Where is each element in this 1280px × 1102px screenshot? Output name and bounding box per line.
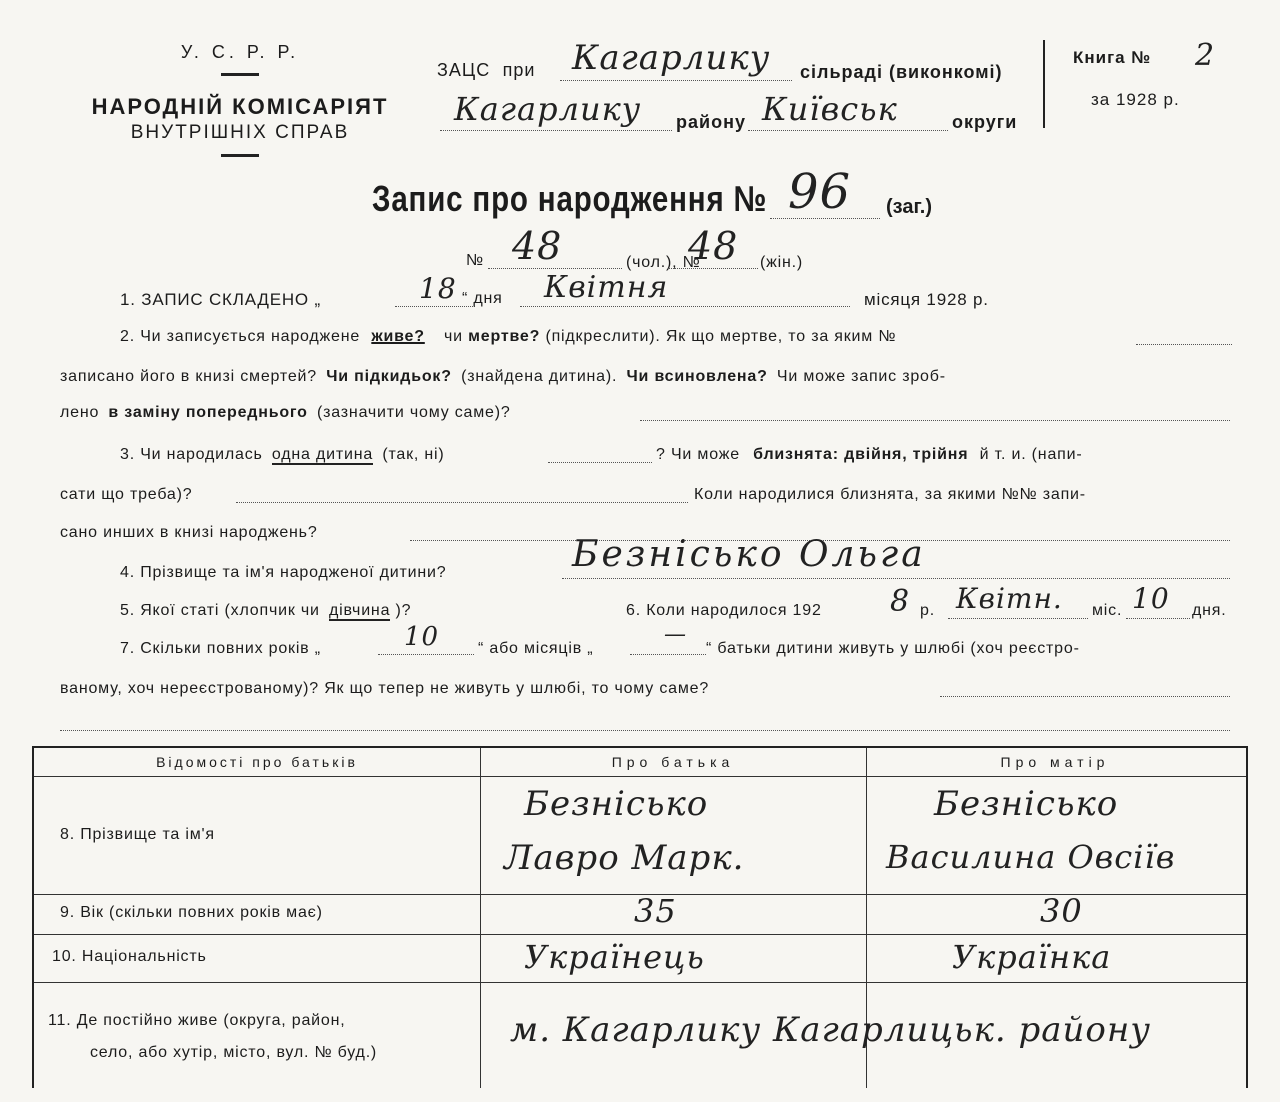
q7-text-tail: “ батьки дитини живуть у шлюбі (хоч реєстро- (706, 640, 1080, 657)
q2-line3 (60, 404, 511, 422)
mother-surname: Безнісько (934, 784, 1119, 824)
parents-table (32, 746, 1248, 1088)
okrug-label: округи (952, 112, 1018, 132)
q3-text: (так, ні) (382, 446, 445, 463)
female-number-field (668, 224, 758, 269)
q3-text: й т. и. (напи- (979, 446, 1083, 463)
q2-line2 (60, 368, 946, 386)
q7-years: 10 (404, 622, 440, 652)
q1-day-label: “ дня (462, 290, 503, 307)
row-nationality-label: 10. Національність (52, 948, 207, 965)
q2-text-tail: (підкреслити). Як що мертве, то за яким № (545, 328, 897, 345)
q7-months-label: “ або місяців „ (478, 640, 594, 657)
q5-line (120, 602, 411, 620)
female-number: 48 (688, 224, 739, 268)
q2-or: чи (444, 328, 463, 345)
q7-months: — (664, 622, 687, 647)
mother-nationality: Українка (952, 938, 1112, 976)
father-age: 35 (634, 892, 677, 930)
q1-month-field (520, 270, 850, 307)
q5-text: )? (395, 602, 412, 619)
row-age-label: 9. Вік (скільки повних років має) (60, 904, 323, 921)
q6-day-label: дня. (1192, 602, 1227, 619)
issuer-block (60, 42, 420, 157)
q5-girl: дівчина (328, 602, 391, 619)
q2-text: (знайдена дитина). (461, 368, 618, 385)
row-divider (34, 934, 1246, 935)
father-nationality: Українець (524, 938, 705, 976)
no-label: № (466, 252, 484, 269)
republic-label: У. С. Р. Р. (180, 42, 300, 62)
q2-reason-field (640, 420, 1230, 421)
q6-label: 6. Коли народилося 192 (626, 602, 822, 619)
q2-text: записано його в книзі смертей? (60, 368, 317, 385)
q5-text: 5. Якої статі (хлопчик чи (120, 602, 320, 619)
q2-alive: живе? (371, 328, 425, 345)
q6-year-digit: 8 (890, 584, 911, 619)
zags-at: при (502, 60, 536, 80)
q1-tail: місяця 1928 р. (864, 290, 989, 309)
district-field (440, 90, 672, 131)
male-number: 48 (512, 224, 563, 268)
residence-value: м. Кагарлику Кагарлицьк. району (510, 1010, 1152, 1050)
q3-line2: сати що треба)? (60, 486, 193, 503)
q6-year-label: р. (920, 602, 935, 619)
q3-line3: сано инших в книзі народжень? (60, 524, 318, 541)
father-given-name: Лавро Марк. (504, 838, 745, 878)
column-divider (480, 748, 481, 1088)
record-number-field (770, 164, 880, 220)
q3-line2-tail: Коли народилися близнята, за якими №№ запи- (694, 486, 1086, 503)
q1-month: Квітня (544, 270, 669, 305)
book-box (1043, 40, 1245, 128)
q6-month-field (948, 582, 1088, 619)
q2-text: Чи може запис зроб- (776, 368, 946, 385)
male-label: (чол.), № (626, 254, 701, 271)
q2-text: лено (60, 404, 100, 421)
q4-name-field (562, 534, 1230, 579)
zags-prefix: ЗАЦС (437, 60, 491, 80)
q7-years-field (378, 622, 474, 655)
record-title: Запис про народження № (372, 178, 768, 219)
okrug-field (748, 90, 948, 131)
q2-replacement: в заміну попереднього (108, 404, 308, 421)
record-total-label: (заг.) (886, 196, 933, 218)
q3-answer-field (548, 462, 652, 463)
book-number: 2 (1195, 38, 1216, 73)
commissariat-sublabel: ВНУТРІШНІХ СПРАВ (130, 122, 350, 143)
q3-text: ? Чи може (656, 446, 740, 463)
q2-line1 (120, 328, 896, 346)
q4-child-name: Безнісько Ольга (572, 534, 926, 575)
mother-age: 30 (1040, 892, 1083, 930)
male-number-field (488, 224, 622, 269)
book-year: за 1928 р. (1091, 90, 1180, 109)
row-residence-label-2: село, або хутір, місто, вул. № буд.) (90, 1044, 378, 1061)
district-value: Кагарлику (454, 90, 642, 128)
q2-foundling: Чи підкидьок? (326, 368, 452, 385)
q3-twins-field (236, 502, 688, 503)
q1-day: 18 (419, 272, 457, 305)
row-residence-label-1: 11. Де постійно живе (округа, район, (48, 1012, 346, 1029)
q1-label: 1. ЗАПИС СКЛАДЕНО „ (120, 290, 321, 309)
commissariat-label: НАРОДНІЙ КОМІСАРІЯТ (91, 94, 389, 119)
q3-twins: близнята: двійня, трійня (753, 446, 969, 463)
q7-reason-field (940, 696, 1230, 697)
q7-reason-field-2 (60, 730, 1230, 731)
council-suffix: сільраді (виконкомі) (800, 62, 1003, 82)
father-surname: Безнісько (524, 784, 709, 824)
q6-day-field (1126, 582, 1190, 619)
q2-adopted: Чи всиновлена? (626, 368, 768, 385)
mother-given-name: Василина Овсіїв (886, 838, 1176, 876)
q3-line1 (120, 446, 445, 464)
q7-line2: ваному, хоч нереєстрованому)? Як що тепер не живуть у шлюбі, то чому саме? (60, 680, 710, 697)
q7-label: 7. Скільки повних років „ (120, 640, 321, 657)
q2-text: (зазначити чому саме)? (317, 404, 511, 421)
record-number: 96 (788, 164, 852, 220)
q6-month: Квітн. (956, 582, 1063, 615)
header-mother: Про матір (1000, 754, 1110, 770)
divider (221, 73, 259, 76)
q2-dead: мертве? (468, 328, 541, 345)
district-label: району (676, 112, 746, 132)
row-name-label: 8. Прізвище та ім'я (60, 826, 215, 843)
q3-line1-tail (656, 446, 1082, 464)
divider (221, 154, 259, 157)
zags-line (437, 60, 535, 81)
book-label: Книга № (1073, 48, 1152, 67)
q2-death-number-field (1136, 344, 1232, 345)
row-divider (34, 776, 1246, 777)
q4-label: 4. Прізвище та ім'я народженої дитини? (120, 564, 447, 581)
q3-one-child: одна дитина (271, 446, 374, 463)
q6-day: 10 (1132, 582, 1170, 615)
okrug-value: Київськ (762, 90, 898, 128)
row-divider (34, 982, 1246, 983)
q6-month-label: міс. (1092, 602, 1123, 619)
q2-text: 2. Чи записується народжене (120, 328, 361, 345)
header-father: Про батька (611, 754, 735, 770)
female-label: (жін.) (760, 254, 803, 271)
header-parents-info: Відомості про батьків (156, 754, 358, 770)
village-council-value: Кагарлику (572, 38, 771, 78)
q3-text: 3. Чи народилась (120, 446, 263, 463)
village-council-field (560, 38, 792, 81)
q7-months-field (630, 622, 706, 655)
